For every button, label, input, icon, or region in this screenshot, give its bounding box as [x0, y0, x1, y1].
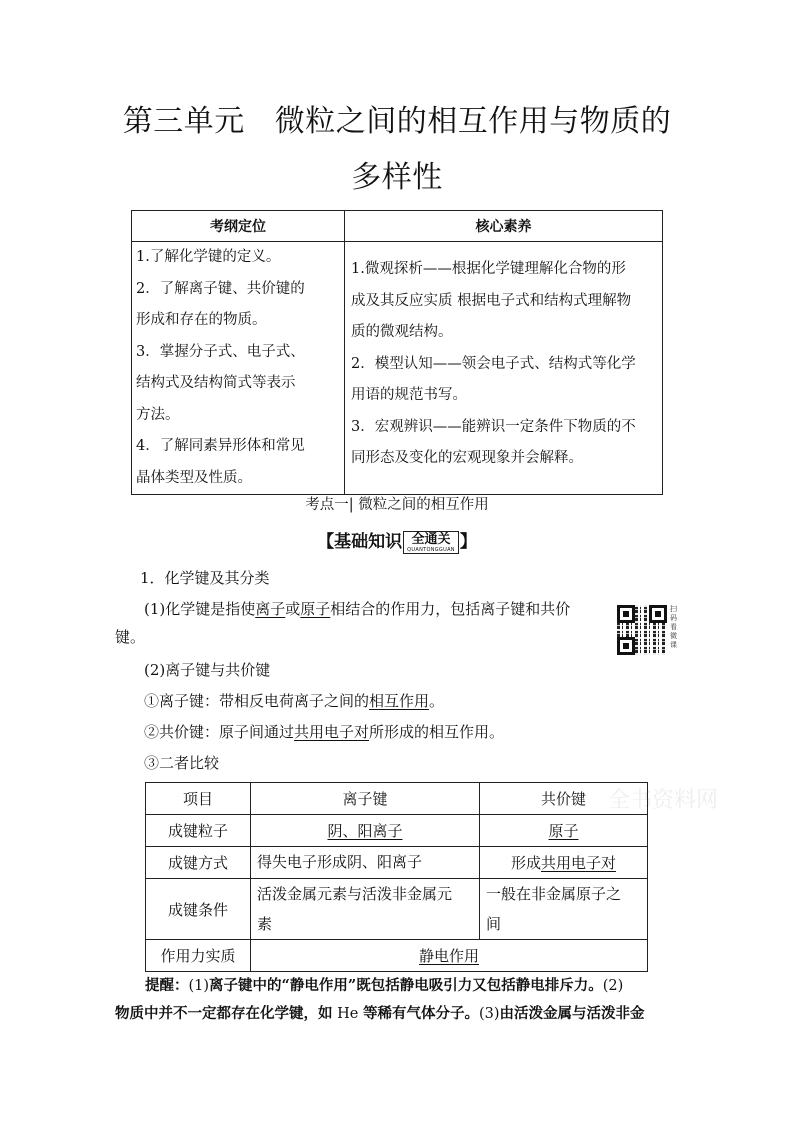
badge-sub: QUANTONGGUAN [407, 546, 455, 553]
compare-cell [480, 815, 648, 847]
compare-row-label: 作用力实质 [146, 940, 251, 972]
outline-left-line: 结构式及结构简式等表示 [136, 375, 296, 391]
reminder-line-2 [115, 1000, 680, 1028]
text-span: 离子键中的“静电作用”既包括静电吸引力又包括静电排斥力。 [209, 977, 603, 994]
unit-label: 第三单元 [122, 104, 245, 139]
outline-right-line: 同形态及变化的宏观现象并会解释。 [351, 450, 583, 466]
text-span: 或 [285, 600, 301, 618]
compare-row-label: 成键条件 [146, 879, 251, 940]
watermark: 全书资料网 [608, 788, 719, 813]
compare-header: 共价键 [480, 783, 648, 815]
reminder-paragraph [115, 972, 680, 1028]
page-title-line1 [0, 96, 794, 140]
text-line: 间 [486, 915, 502, 933]
text-span: 物质中并不一定都存在化学键，如 [115, 1005, 333, 1022]
paragraph-ionic-covalent: (2)离子键与共价键 [144, 661, 271, 679]
paragraph-definition [144, 596, 614, 622]
outline-right-line: 用语的规范书写。 [351, 387, 467, 403]
answer-blank: 共用电子对 [294, 723, 370, 741]
compare-table [145, 782, 648, 972]
text-span: (1)化学键是指使 [144, 600, 256, 618]
compare-cell: 得失电子形成阴、阳离子 [251, 847, 480, 879]
text-span: 所形成的相互作用。 [369, 723, 505, 741]
reminder-line-1 [115, 972, 680, 1000]
answer-blank: 阴、阳离子 [327, 822, 403, 840]
text-span: He [332, 1006, 363, 1022]
compare-row-label: 成键粒子 [146, 815, 251, 847]
outline-right-cell [345, 242, 663, 495]
outline-left-line: 3．掌握分子式、电子式、 [136, 343, 305, 360]
unit-title: 微粒之间的相互作用与物质的 [274, 104, 672, 139]
text-span: (3) [478, 1006, 500, 1022]
compare-cell [251, 815, 480, 847]
outline-table [131, 210, 663, 495]
quantongguan-badge [403, 531, 459, 554]
heading-chemical-bond: 1．化学键及其分类 [140, 569, 270, 587]
paragraph-covalent-bond [144, 719, 504, 745]
compare-cell [480, 879, 648, 940]
paragraph-ionic-bond [144, 688, 444, 714]
qr-code[interactable] [617, 605, 667, 655]
paragraph-compare: ③二者比较 [144, 754, 220, 772]
text-span: 由活泼金属与活泼非金 [499, 1005, 645, 1022]
outline-right-line: 3．宏观辨识——能辨识一定条件下物质的不 [351, 418, 636, 435]
text-span: ①离子键：带相反电荷离子之间的 [144, 692, 370, 710]
badge-main: 全通关 [411, 531, 451, 547]
compare-cell [251, 940, 648, 972]
answer-blank: 离子 [255, 600, 286, 618]
answer-blank: 原子 [300, 600, 331, 618]
text-span: 形成 [510, 854, 541, 872]
text-span: 相结合的作用力，包括离子键和共价 [330, 600, 571, 618]
text-span: 等稀有气体分子。 [362, 1005, 479, 1022]
answer-blank: 相互作用 [369, 692, 430, 710]
compare-header: 项目 [146, 783, 251, 815]
text-span: ②共价键：原子间通过 [144, 723, 295, 741]
outline-right-line: 1.微观探析——根据化学键理解化合物的形 [351, 261, 626, 277]
text-line: 活泼金属元素与活泼非金属元 [257, 885, 453, 903]
kaodian-text: 微粒之间的相互作用 [358, 497, 489, 513]
outline-left-line: 1.了解化学键的定义。 [136, 249, 281, 265]
kaodian-label: 考点一| [305, 497, 354, 513]
outline-right-line: 成及其反应实质 根据电子式和结构式理解物 [351, 292, 632, 309]
compare-cell [251, 879, 480, 940]
text-span: 。 [429, 692, 445, 710]
kaodian-heading [0, 493, 794, 514]
answer-blank: 电子对 [571, 854, 617, 872]
text-span: (1) [188, 978, 210, 994]
text-span: (2) [602, 978, 624, 994]
compare-row-label: 成键方式 [146, 847, 251, 879]
paragraph-definition-cont: 键。 [115, 628, 146, 646]
answer-blank: 原子 [548, 822, 579, 840]
section-heading [0, 527, 794, 554]
outline-left-line: 4．了解同素异形体和常见 [136, 438, 305, 454]
text-line: 一般在非金属原子之 [486, 885, 622, 903]
outline-left-line: 形成和存在的物质。 [136, 312, 267, 328]
compare-cell [480, 847, 648, 879]
outline-header-right: 核心素养 [345, 211, 663, 242]
outline-right-line: 质的微观结构。 [351, 324, 453, 340]
outline-right-line: 2．模型认知——领会电子式、结构式等化学 [351, 355, 636, 372]
outline-left-line: 2．了解离子键、共价键的 [136, 280, 305, 297]
text-line: 素 [257, 915, 273, 933]
qr-caption: 扫码看微课 [670, 605, 677, 649]
reminder-label: 提醒： [145, 977, 189, 994]
outline-header-left: 考纲定位 [132, 211, 345, 242]
compare-header: 离子键 [251, 783, 480, 815]
outline-left-line: 方法。 [136, 406, 180, 423]
answer-blank: 共用 [540, 854, 571, 872]
section-heading-open: 【基础知识 [317, 532, 403, 552]
section-heading-close: 】 [459, 532, 477, 552]
page-title-line2: 多样性 [351, 160, 443, 195]
answer-blank: 静电作用 [418, 947, 479, 965]
outline-left-cell [132, 242, 345, 495]
outline-left-line: 晶体类型及性质。 [136, 469, 252, 486]
